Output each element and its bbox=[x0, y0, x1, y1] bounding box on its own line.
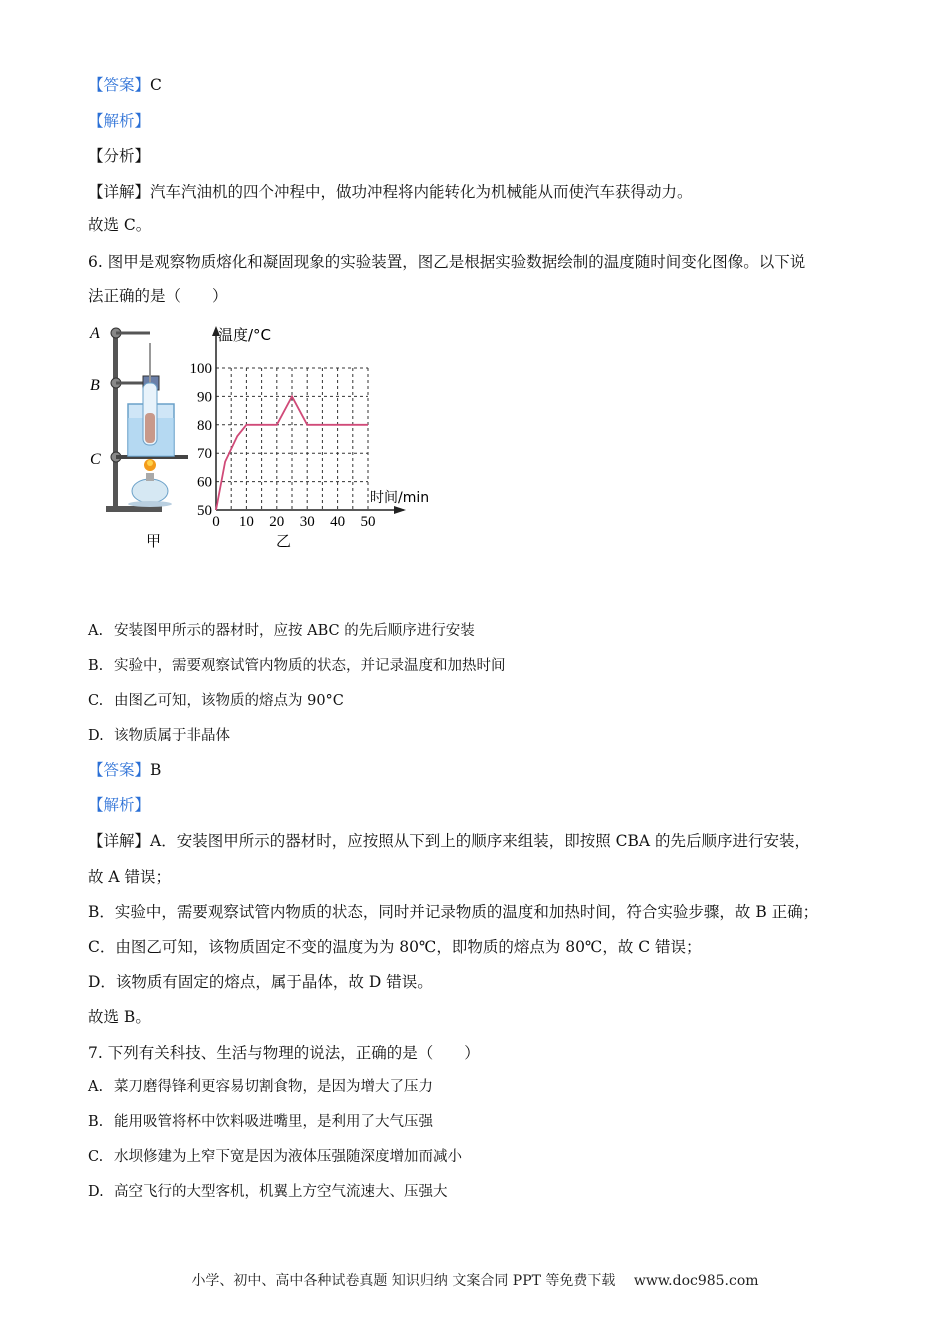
y-tick-label: 60 bbox=[197, 474, 212, 491]
y-tick-label: 80 bbox=[197, 417, 212, 434]
caption-yi: 乙 bbox=[276, 532, 292, 550]
q5-conclusion: 故选 C。 bbox=[88, 216, 152, 234]
q6-figure bbox=[88, 318, 458, 558]
temperature-chart bbox=[190, 326, 430, 530]
q6-detail-line2: 故 A 错误； bbox=[88, 868, 172, 886]
q5-answer: 【答案】C bbox=[88, 76, 162, 94]
q5-fenxi-tag: 【分析】 bbox=[88, 147, 151, 165]
y-tick-label: 70 bbox=[197, 446, 212, 463]
q6-option-c: C. 由图乙可知，该物质的熔点为 90°C bbox=[88, 693, 344, 709]
chart-axes bbox=[212, 326, 406, 514]
q6-detail-line3: B．实验中，需要观察试管内物质的状态，同时并记录物质的温度和加热时间，符合实验步骤，故 B 正确； bbox=[88, 903, 819, 921]
x-axis-arrow bbox=[394, 506, 406, 514]
lab-apparatus bbox=[89, 325, 188, 512]
y-tick-label: 90 bbox=[197, 389, 212, 406]
q7-option-c: C. 水坝修建为上窄下宽是因为液体压强随深度增加而减小 bbox=[88, 1149, 462, 1165]
alcohol-lamp bbox=[132, 479, 168, 503]
q5-analysis-tag: 【解析】 bbox=[88, 112, 151, 130]
q5-detail: 【详解】汽车汽油机的四个冲程中，做功冲程将内能转化为机械能从而使汽车获得动力。 bbox=[88, 183, 693, 201]
chart-grid bbox=[216, 368, 368, 510]
stand-rod bbox=[113, 330, 118, 508]
y-tick-label: 50 bbox=[197, 503, 212, 519]
q7-option-b: B. 能用吸管将杯中饮料吸进嘴里，是利用了大气压强 bbox=[88, 1114, 433, 1130]
q7-option-a: A. 菜刀磨得锋利更容易切割食物，是因为增大了压力 bbox=[88, 1079, 433, 1095]
q7-option-d: D. 高空飞行的大型客机，机翼上方空气流速大、压强大 bbox=[88, 1184, 448, 1200]
q6-stem-line1: 6. 图甲是观察物质熔化和凝固现象的实验装置，图乙是根据实验数据绘制的温度随时间变化图像。以下说 bbox=[88, 253, 806, 271]
q6-detail-line4: C．由图乙可知，该物质固定不变的温度为为 80℃，即物质的熔点为 80℃，故 C 错误； bbox=[88, 938, 702, 956]
x-axis-label: 时间/min bbox=[370, 490, 430, 506]
y-axis-label: 温度/°C bbox=[218, 326, 272, 344]
label-a: A bbox=[90, 325, 100, 342]
q7-stem: 7. 下列有关科技、生活与物理的说法，正确的是（ ） bbox=[88, 1044, 480, 1062]
x-tick-label: 20 bbox=[269, 514, 285, 530]
figure-svg bbox=[88, 318, 458, 558]
caption-jia: 甲 bbox=[146, 532, 162, 550]
label-b: B bbox=[90, 377, 100, 394]
x-tick-label: 0 bbox=[212, 514, 220, 530]
q6-option-b: B. 实验中，需要观察试管内物质的状态，并记录温度和加热时间 bbox=[88, 658, 506, 674]
x-tick-label: 40 bbox=[330, 514, 346, 530]
q6-stem-line2: 法正确的是（ ） bbox=[88, 287, 228, 305]
label-c: C bbox=[90, 451, 101, 468]
x-tick-label: 10 bbox=[238, 514, 254, 530]
x-tick-label: 30 bbox=[299, 514, 315, 530]
q6-answer: 【答案】B bbox=[88, 761, 162, 779]
y-tick-label: 100 bbox=[189, 361, 212, 377]
q6-option-d: D. 该物质属于非晶体 bbox=[88, 728, 230, 744]
q6-conclusion: 故选 B。 bbox=[88, 1008, 151, 1026]
page-footer: 小学、初中、高中各种试卷真题 知识归纳 文案合同 PPT 等免费下载 www.doc985.com bbox=[191, 1273, 759, 1289]
x-tick-label: 50 bbox=[360, 514, 376, 530]
q6-analysis-tag: 【解析】 bbox=[88, 796, 151, 814]
q6-detail-line5: D．该物质有固定的熔点，属于晶体，故 D 错误。 bbox=[88, 973, 433, 991]
q6-detail-line1: 【详解】A．安装图甲所示的器材时，应按照从下到上的顺序来组装，即按照 CBA 的先后顺序进行安装， bbox=[88, 832, 811, 850]
q6-option-a: A. 安装图甲所示的器材时，应按 ABC 的先后顺序进行安装 bbox=[88, 623, 475, 639]
